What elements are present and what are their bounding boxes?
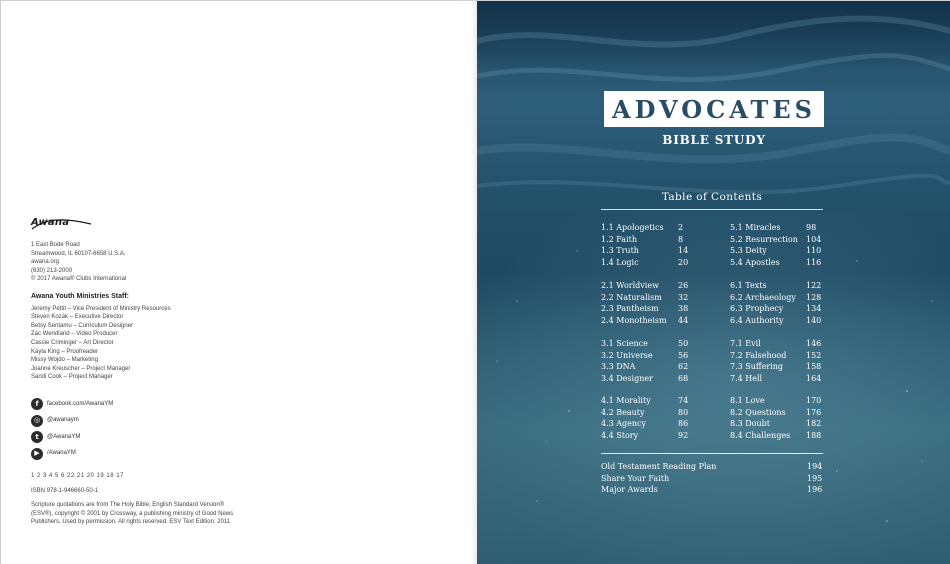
title-banner — [604, 91, 824, 127]
facebook-icon: f — [31, 398, 43, 410]
toc-entry[interactable] — [601, 339, 691, 350]
toc-entry-label: 1.1 Apologetics — [601, 223, 664, 232]
toc-entry[interactable] — [730, 223, 822, 234]
print-line-numbers: 1 2 3 4 5 6 22 21 20 19 18 17 — [31, 472, 124, 479]
toc-entry-label: 5.2 Resurrection — [730, 234, 798, 244]
toc-entry-page: 195 — [807, 473, 823, 483]
toc-entry-page: 14 — [678, 246, 689, 255]
social-handle: @awanaym — [47, 417, 79, 424]
staff-member: Sandi Cook – Project Manager — [31, 374, 113, 381]
cover-toc-page — [477, 1, 950, 564]
toc-entry[interactable] — [601, 316, 691, 327]
toc-entry-page: 74 — [678, 396, 689, 405]
copyright-column — [31, 215, 251, 527]
toc-bottom-divider — [601, 453, 823, 454]
toc-entry[interactable] — [601, 485, 823, 496]
toc-entry-page: 146 — [806, 339, 822, 348]
social-link[interactable] — [31, 412, 251, 429]
social-links — [31, 396, 251, 462]
toc-entry-page: 188 — [806, 430, 822, 440]
toc-entry-page: 164 — [806, 373, 822, 383]
isbn: ISBN 978-1-946660-50-1 — [31, 487, 99, 494]
toc-entry[interactable] — [601, 304, 691, 315]
toc-entry-page: 194 — [807, 462, 823, 471]
toc-entry[interactable] — [730, 339, 822, 350]
toc-entry-label: 2.2 Naturalism — [601, 292, 662, 302]
social-link[interactable] — [31, 396, 251, 413]
staff-member: Zac Wendland – Video Producer — [31, 331, 118, 338]
staff-member: Steven Kozak – Executive Director — [31, 314, 124, 321]
toc-entry-label: 8.2 Questions — [730, 407, 786, 417]
toc-entry-label: 5.1 Miracles — [730, 223, 781, 232]
toc-entry-label: 5.4 Apostles — [730, 257, 780, 267]
toc-entry-label: 7.1 Evil — [730, 339, 761, 348]
toc-entry-label: 8.3 Doubt — [730, 419, 770, 428]
toc-entry-label: Old Testament Reading Plan — [601, 462, 717, 471]
address-line: Streamwood, IL 60107-6658 U.S.A. — [31, 250, 126, 257]
staff-member: Cassie Criminger – Art Director — [31, 339, 114, 346]
toc-entry-label: 1.3 Truth — [601, 246, 639, 255]
toc-entry[interactable] — [730, 258, 822, 269]
toc-entry[interactable] — [730, 246, 822, 257]
social-handle: facebook.com/AwanaYM — [47, 400, 114, 407]
toc-entry-page: 182 — [806, 419, 822, 428]
toc-entry[interactable] — [601, 431, 691, 442]
toc-entry-label: 3.4 Designer — [601, 373, 653, 383]
toc-heading: Table of Contents — [661, 191, 763, 203]
toc-entry[interactable] — [601, 374, 691, 385]
toc-entry-label: 2.1 Worldview — [601, 281, 659, 290]
toc-entry-page: 68 — [678, 373, 689, 383]
toc-entry-label: 1.4 Logic — [601, 257, 639, 267]
toc-entry[interactable] — [601, 462, 823, 473]
staff-title: Awana Youth Ministries Staff: — [31, 292, 130, 300]
staff-member: Jeremy Pettit – Vice President of Ministry Resources — [31, 305, 171, 312]
toc-entry-label: 6.2 Archaeology — [730, 292, 796, 302]
toc-entry-label: 3.3 DNA — [601, 362, 636, 371]
toc-entry[interactable] — [601, 474, 823, 485]
toc-entry[interactable] — [730, 419, 822, 430]
toc-entry-label: 8.1 Love — [730, 396, 765, 405]
toc-entry[interactable] — [730, 362, 822, 373]
toc-entry-page: 56 — [678, 350, 689, 360]
toc-entry[interactable] — [730, 293, 822, 304]
staff-member: Joanne Kreuscher – Project Manager — [31, 365, 131, 372]
toc-entry-page: 62 — [678, 362, 689, 371]
toc-entry[interactable] — [601, 223, 691, 234]
toc-entry-label: 2.4 Monotheism — [601, 315, 667, 325]
twitter-icon: t — [31, 431, 43, 443]
toc-entry[interactable] — [730, 235, 822, 246]
toc-entry-label: 4.2 Beauty — [601, 407, 645, 417]
toc-entry-label: 7.3 Suffering — [730, 362, 783, 371]
toc-entry-page: 26 — [678, 281, 689, 290]
toc-entry-page: 128 — [806, 292, 822, 302]
toc-entry[interactable] — [730, 304, 822, 315]
toc-entry-page: 140 — [806, 315, 822, 325]
book-title: ADVOCATES — [611, 94, 816, 124]
youtube-icon: ▶ — [31, 448, 43, 460]
toc-entry-page: 170 — [806, 396, 822, 405]
toc-entry-page: 122 — [806, 281, 822, 290]
toc-entry-label: 3.2 Universe — [601, 350, 653, 360]
toc-entry[interactable] — [601, 351, 691, 362]
toc-entry-page: 98 — [806, 223, 817, 232]
toc-entry-page: 158 — [806, 362, 822, 371]
toc-entry-page: 110 — [806, 246, 822, 255]
toc-entry[interactable] — [601, 246, 691, 257]
toc-entry-page: 32 — [678, 292, 689, 302]
toc-entry[interactable] — [601, 281, 691, 292]
address-line: 1 East Bode Road — [31, 242, 80, 248]
toc-entry[interactable] — [730, 431, 822, 442]
instagram-icon: ◎ — [31, 415, 43, 427]
address-line: (630) 213-2000 — [31, 267, 73, 274]
scripture-permission-note: Scripture quotations are from The Holy Bible, English Standard Version® (ESV®), copyright © 2001 by Crossway, a publishing ministry of Good News Publishers. Used by permission. All rights reserved. ESV Text Edition: 2011 — [31, 502, 234, 526]
staff-list — [31, 305, 251, 382]
social-link[interactable] — [31, 429, 251, 446]
toc-entry-page: 134 — [806, 304, 822, 313]
toc-entry-label: 4.1 Morality — [601, 396, 651, 405]
toc-entry-page: 86 — [678, 419, 689, 428]
toc-entry-label: 4.4 Story — [601, 430, 639, 440]
toc-top-divider — [601, 209, 823, 210]
toc-entry-label: 6.4 Authority — [730, 315, 784, 325]
copyright-page — [1, 1, 477, 564]
toc-entry[interactable] — [601, 362, 691, 373]
toc-entry-page: 44 — [678, 315, 689, 325]
toc-entry[interactable] — [601, 408, 691, 419]
toc-entry-page: 116 — [806, 257, 822, 267]
toc-entry[interactable] — [730, 316, 822, 327]
toc-entry[interactable] — [601, 258, 691, 269]
book-subtitle: BIBLE STUDY — [662, 133, 766, 147]
toc-entry-label: Major Awards — [601, 485, 658, 494]
toc-entry-label: 2.3 Pantheism — [601, 304, 659, 313]
social-handle: /AwanaYM — [47, 450, 76, 457]
toc-entry-label: 6.1 Texts — [730, 281, 767, 290]
toc-entry-page: 38 — [678, 304, 689, 313]
toc-entry[interactable] — [730, 351, 822, 362]
toc-entry-page: 152 — [806, 350, 822, 360]
toc-entry-page: 8 — [678, 234, 684, 244]
toc-entry-label: 8.4 Challenges — [730, 430, 791, 440]
toc-entry-page: 20 — [678, 257, 689, 267]
toc-entry-label: 4.3 Agency — [601, 419, 647, 428]
toc-entry-label: 3.1 Science — [601, 339, 648, 348]
address-block — [31, 241, 251, 284]
toc-entry[interactable] — [730, 374, 822, 385]
toc-entry-label: Share Your Faith — [601, 473, 670, 483]
address-line: awana.org — [31, 259, 60, 266]
toc-entry-label: 7.4 Hell — [730, 373, 763, 383]
logo-text: Awana — [31, 216, 70, 228]
toc-entry-page: 2 — [678, 223, 684, 232]
staff-member: Missy Wojdo – Marketing — [31, 357, 98, 364]
toc-entry-page: 196 — [807, 485, 823, 494]
toc-entry[interactable] — [730, 408, 822, 419]
toc-entry-page: 92 — [678, 430, 689, 440]
toc-entry[interactable] — [730, 396, 822, 407]
address-line: © 2017 Awana® Clubs International — [31, 276, 127, 283]
toc-entry-label: 5.3 Deity — [730, 246, 767, 255]
toc-entry[interactable] — [601, 396, 691, 407]
toc-entry-page: 104 — [806, 234, 822, 244]
toc-entry-label: 7.2 Falsehood — [730, 350, 787, 360]
social-handle: @AwanaYM — [47, 433, 81, 440]
toc-entry-label: 6.3 Prophecy — [730, 304, 784, 313]
toc-entry-page: 176 — [806, 407, 822, 417]
staff-member: Betsy Sentamu – Curriculum Designer — [31, 322, 134, 329]
awana-logo — [31, 215, 91, 231]
toc-entry-page: 50 — [678, 339, 689, 348]
toc-entry[interactable] — [601, 293, 691, 304]
toc-entry-page: 80 — [678, 407, 689, 417]
toc-entry[interactable] — [601, 235, 691, 246]
toc-entry-label: 1.2 Faith — [601, 234, 637, 244]
staff-member: Kayla King – Proofreader — [31, 348, 99, 355]
toc-entry[interactable] — [601, 419, 691, 430]
toc-entry[interactable] — [730, 281, 822, 292]
social-link[interactable] — [31, 445, 251, 462]
